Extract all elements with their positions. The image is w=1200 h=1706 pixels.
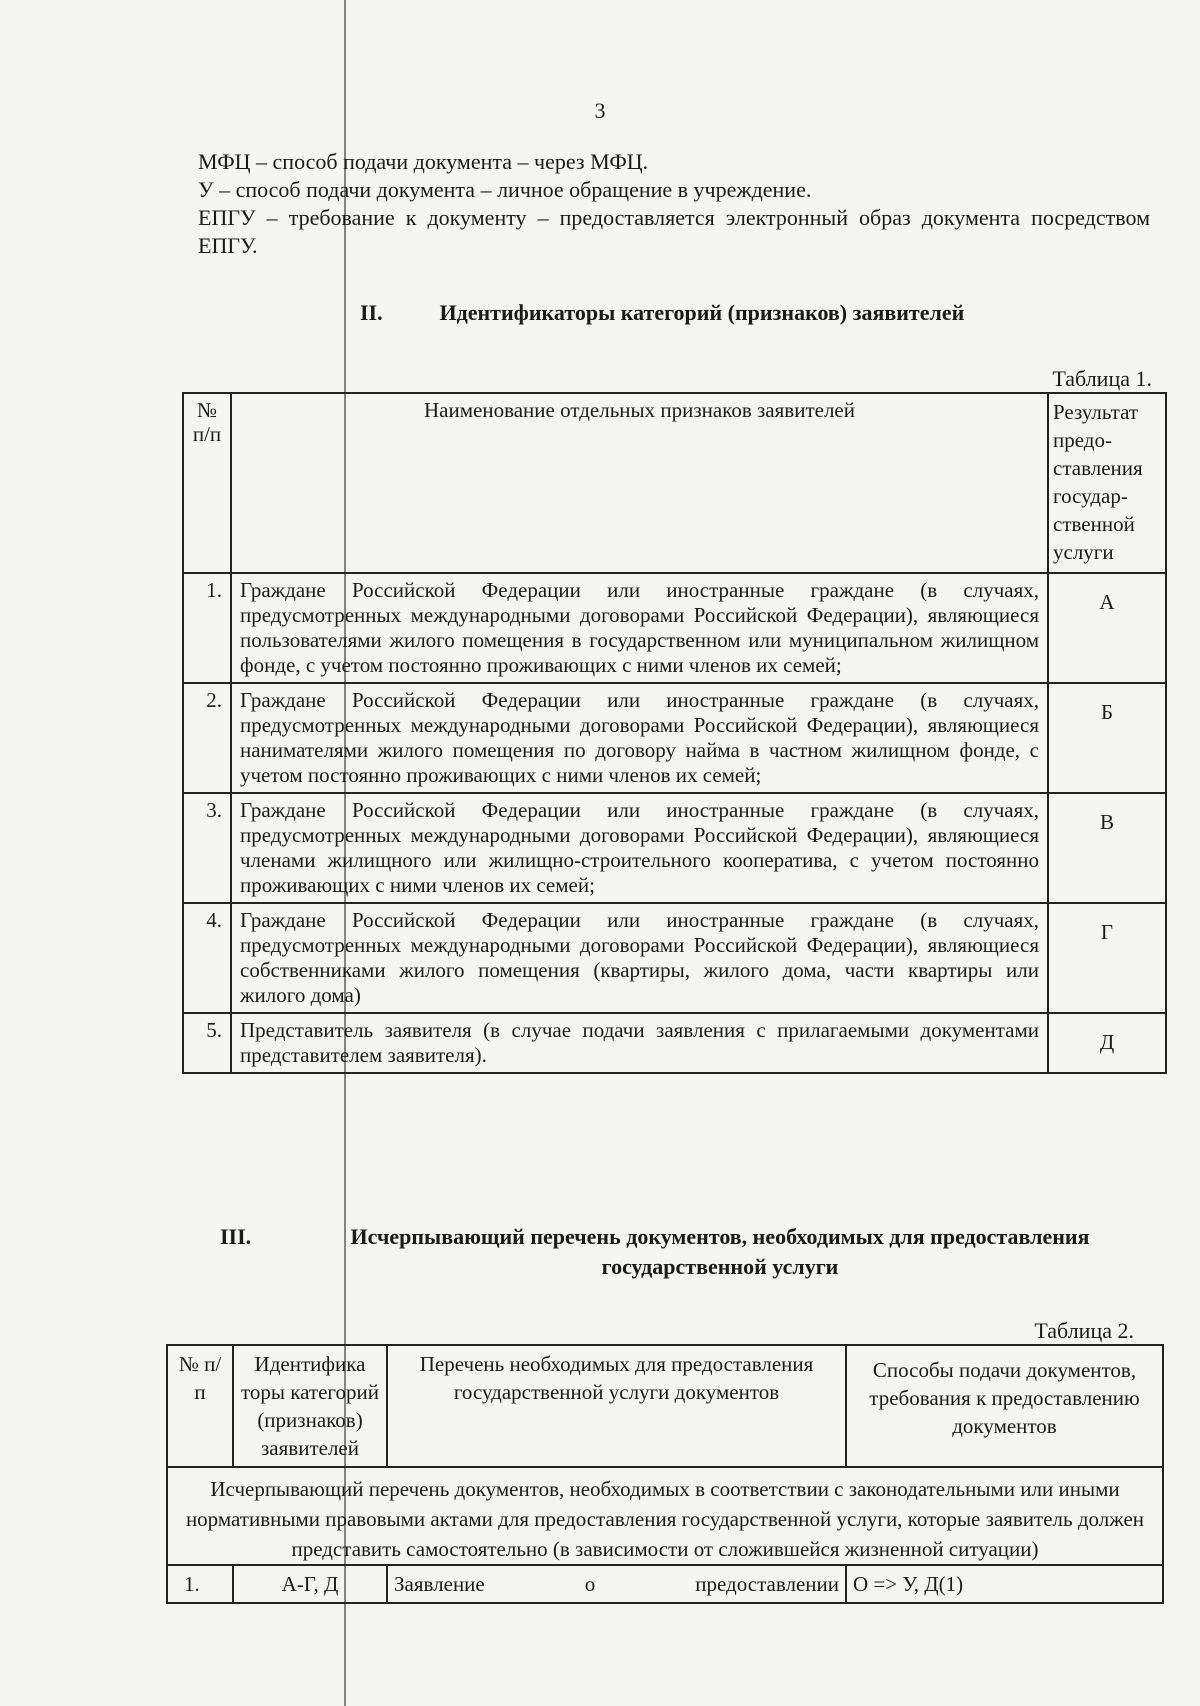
legend-line: У – способ подачи документа – личное обращение в учреждение.: [198, 177, 812, 202]
row-text: Граждане Российской Федерации или иностранные граждане (в случаях, предусмотренных международными договорами Российской Федерации), являющиеся собственниками жилого помещения (квартиры, жилого дома, части квартиры или жилого дома): [231, 903, 1048, 1013]
row-text: Представитель заявителя (в случае подачи заявления с прилагаемыми документами представителем заявителя).: [231, 1013, 1048, 1073]
table-span-row: [167, 1467, 1163, 1565]
table-1-caption: Таблица 1.: [1052, 366, 1152, 391]
row-ids: А-Г, Д: [233, 1565, 387, 1603]
row-num: 1.: [167, 1565, 233, 1603]
header-ids: Идентифика торы категорий (признаков) заявителей: [233, 1345, 387, 1467]
table-2-documents-list: [166, 1344, 1164, 1604]
table-row: [167, 1565, 1163, 1603]
row-text: Граждане Российской Федерации или иностранные граждане (в случаях, предусмотренных международными договорами Российской Федерации), являющиеся пользователями жилого помещения в государственном или муниципальном жилищном фонде, с учетом постоянно проживающих с ними членов их семей;: [231, 573, 1048, 683]
row-text: Граждане Российской Федерации или иностранные граждане (в случаях, предусмотренных международными договорами Российской Федерации), являющиеся нанимателями жилого помещения по договору найма в частном жилищном фонде, с учетом постоянно проживающих с ними членов их семей;: [231, 683, 1048, 793]
section-2-title: Идентификаторы категорий (признаков) заявителей: [439, 300, 965, 325]
row-doc: Заявление о предоставлении: [387, 1565, 846, 1603]
section-3-title: Исчерпывающий перечень документов, необходимых для предоставления государственной услуги: [350, 1224, 1090, 1279]
row-result: Б: [1048, 683, 1166, 793]
row-num: 1.: [183, 573, 231, 683]
row-result: А: [1048, 573, 1166, 683]
table-row: [183, 1013, 1166, 1073]
row-result: Д: [1048, 1013, 1166, 1073]
section-2-heading: [360, 300, 964, 326]
row-result: Г: [1048, 903, 1166, 1013]
table-header-row: [183, 393, 1166, 573]
abbreviation-legend: [198, 148, 1150, 260]
row-text: Граждане Российской Федерации или иностранные граждане (в случаях, предусмотренных международными договорами Российской Федерации), являющиеся членами жилищного или жилищно-строительного кооператива, с учетом постоянно проживающих с ними членов их семей;: [231, 793, 1048, 903]
table-row: [183, 793, 1166, 903]
legend-line: МФЦ – способ подачи документа – через МФЦ.: [198, 149, 649, 174]
table-row: [183, 683, 1166, 793]
page-number: 3: [594, 98, 606, 123]
section-3-heading: [220, 1222, 1140, 1282]
row-ways: О => У, Д(1): [846, 1565, 1163, 1603]
header-num: № п/п: [183, 393, 231, 573]
span-row-text: Исчерпывающий перечень документов, необходимых в соответствии с законодательными или иными нормативными правовыми актами для предоставления государственной услуги, которые заявитель должен представить самостоятельно (в зависимости от сложившейся жизненной ситуации): [167, 1467, 1163, 1565]
header-ways: Способы подачи документов, требования к предоставлению документов: [846, 1345, 1163, 1467]
section-2-number: II.: [360, 300, 383, 325]
table-1-applicant-categories: [182, 392, 1167, 1074]
row-num: 5.: [183, 1013, 231, 1073]
header-num: № п/п: [167, 1345, 233, 1467]
row-num: 3.: [183, 793, 231, 903]
table-row: [183, 573, 1166, 683]
row-num: 4.: [183, 903, 231, 1013]
header-list: Перечень необходимых для предоставления государственной услуги документов: [387, 1345, 846, 1467]
legend-line: ЕПГУ – требование к документу – предоставляется электронный образ документа посредством ЕПГУ.: [198, 205, 1150, 258]
row-result: В: [1048, 793, 1166, 903]
row-num: 2.: [183, 683, 231, 793]
table-2-caption: Таблица 2.: [1034, 1318, 1134, 1343]
header-result: Результат предо-ставления государ-ственной услуги: [1048, 393, 1166, 573]
header-name: Наименование отдельных признаков заявителей: [231, 393, 1048, 573]
section-3-number: III.: [220, 1224, 252, 1249]
table-header-row: [167, 1345, 1163, 1467]
table-row: [183, 903, 1166, 1013]
